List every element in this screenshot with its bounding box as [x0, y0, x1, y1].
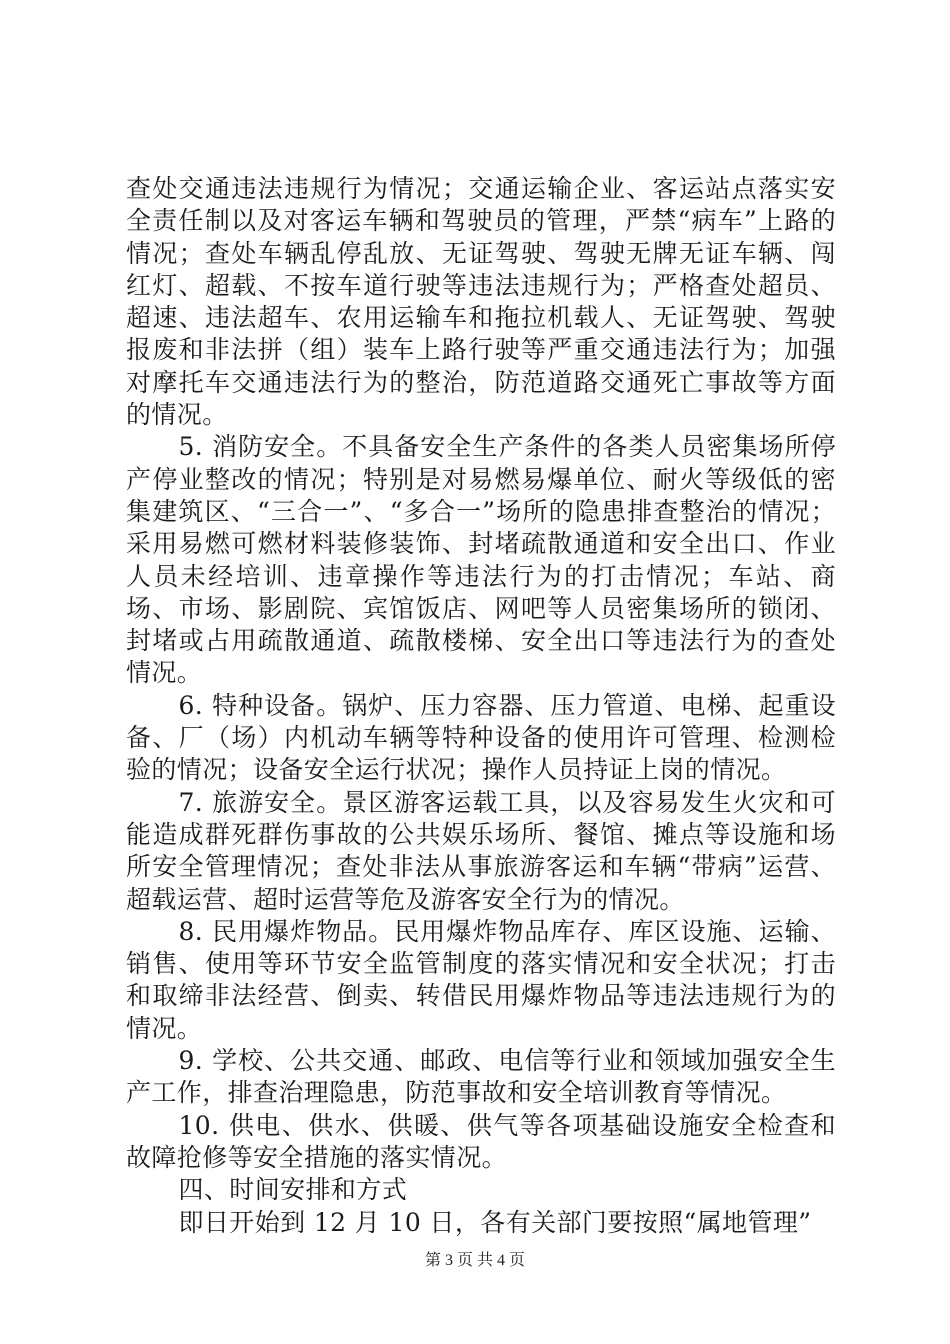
paragraph-tourism-safety: 7. 旅游安全。景区游客运载工具，以及容易发生火灾和可能造成群死群伤事故的公共娱乐场所、餐馆、摊点等设施和场所安全管理情况；查处非法从事旅游客运和车辆“带病”运营、超载运营、超时运营等危及游客安全行为的情况。: [126, 787, 836, 914]
paragraph-infrastructure: 10. 供电、供水、供暖、供气等各项基础设施安全检查和故障抢修等安全措施的落实情况。: [126, 1110, 836, 1172]
section-heading-schedule: 四、时间安排和方式: [178, 1175, 408, 1205]
paragraph-explosives: 8. 民用爆炸物品。民用爆炸物品库存、库区设施、运输、销售、使用等环节安全监管制度的落实情况和安全状况；打击和取缔非法经营、倒卖、转借民用爆炸物品等违法违规行为的情况。: [126, 916, 836, 1043]
paragraph-fire-safety: 5. 消防安全。不具备安全生产条件的各类人员密集场所停产停业整改的情况；特别是对易燃易爆单位、耐火等级低的密集建筑区、“三合一”、“多合一”场所的隐患排查整治的情况；采用易燃可燃材料装修装饰、封堵疏散通道和安全出口、作业人员未经培训、违章操作等违法行为的打击情况；车站、商场、市场、影剧院、宾馆饭店、网吧等人员密集场所的锁闭、封堵或占用疏散通道、疏散楼梯、安全出口等违法行为的查处情况。: [126, 432, 836, 688]
paragraph-traffic-continued: 查处交通违法违规行为情况；交通运输企业、客运站点落实安全责任制以及对客运车辆和驾驶员的管理，严禁“病车”上路的情况；查处车辆乱停乱放、无证驾驶、驾驶无牌无证车辆、闯红灯、超载、不按车道行驶等违法违规行为；严格查处超员、超速、违法超车、农用运输车和拖拉机载人、无证驾驶、驾驶报废和非法拼（组）装车上路行驶等严重交通违法行为；加强对摩托车交通违法行为的整治，防范道路交通死亡事故等方面的情况。: [126, 174, 836, 430]
paragraph-schedule: 即日开始到 12 月 10 日，各有关部门要按照“属地管理”: [178, 1207, 812, 1237]
paragraph-special-equipment: 6. 特种设备。锅炉、压力容器、压力管道、电梯、起重设备、厂（场）内机动车辆等特种设备的使用许可管理、检测检验的情况；设备安全运行状况；操作人员持证上岗的情况。: [126, 690, 836, 785]
body-text: [126, 173, 836, 1239]
page-footer: 第 3 页 共 4 页: [424, 1252, 525, 1269]
paragraph-industries: 9. 学校、公共交通、邮政、电信等行业和领域加强安全生产工作，排查治理隐患，防范事故和安全培训教育等情况。: [126, 1046, 836, 1108]
